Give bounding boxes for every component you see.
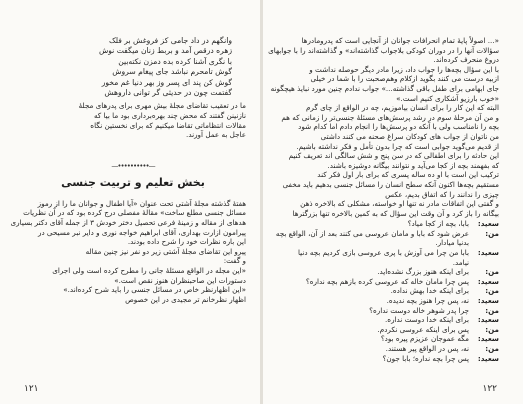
intro-line: بیگانه را باز کرد و آن وقت این سؤال که به کمین بالاخره تنها بزرگترها <box>292 208 499 218</box>
intro-line: من ناتوان از جواب های کودکان سراغ صحنه می کنند داشتی <box>320 131 499 141</box>
page-number: ۱۲۲ <box>482 384 497 394</box>
dialog-row <box>277 238 499 248</box>
dialog-row <box>277 277 499 287</box>
dialog-text: بابا، بچه از کجا میاد؟ <box>407 219 469 229</box>
intro-line: و من آن مرحلۀ سوم در رشد پرسش‌های مسئلۀ جنسی‌تر را زمانی که هم <box>281 112 499 122</box>
prose-line: نازنینن گفتند که محض چند بهره‌برداری بود ما بیا که <box>93 111 246 121</box>
dialog-row <box>277 344 499 354</box>
dialog-text: برای اینکه هنوز بزرگ نشده‌اید. <box>377 267 469 277</box>
body-block <box>10 198 246 305</box>
prose-line: مقالات انتظاماتی تقاضا میکنیم که برای نخستین نگاه <box>90 120 246 130</box>
dialog-row <box>277 229 499 239</box>
dialog-row <box>277 219 499 229</box>
body-line: «این اظهارنظر خاص در مسائل جنسی را باید شرح کرده‌اند.» <box>63 285 246 295</box>
prose-line: عاجل به عمل آورند. <box>186 130 246 140</box>
dialog-speaker: من: <box>485 286 499 296</box>
intro-line: با این سؤال بچه‌ها را جواب داد، زیرا مادر دیگر حوصله نداشت و <box>309 64 499 74</box>
intro-line: ازبیه درست می کنند بگوید ازکلام وهم‌صحبت را با شما در خیلی <box>310 74 499 84</box>
intro-line: «... اصولاً پایۀ تمام انحرافات جوانان از آنجایی است که پدرومادرها <box>301 36 499 45</box>
left-page <box>0 0 260 404</box>
dialog-speaker: سعید: <box>477 334 499 344</box>
poem-line: گفتمت چون در حدیثی گر توانی داروهش <box>104 88 232 98</box>
dialog-text: نه، پس چرا هنوز بچه ندیده. <box>386 296 469 306</box>
intro-line: چیزی را ندانند را که اتفاق بدیم، عکس <box>385 189 499 199</box>
body-line: پیرامون ازارت بهداری، آقای ابراهیم خواجه نوری و دایر نبر مسیحی در <box>37 227 246 237</box>
dialog-speaker: سعید: <box>477 353 499 363</box>
body-line: مسائل جنسی مطلع ساخت» مقالۀ مفصلی درج کرده بود که در آن نظریات <box>23 208 246 218</box>
dialog-speaker: سعید: <box>477 296 499 306</box>
dialog-block <box>277 219 499 363</box>
intro-line: که بفهمند بچه از کجا می‌آید و نتوانند بیگانه دوشیزه باشند. <box>327 160 499 170</box>
dialog-text: بدنیا میادار. <box>435 238 469 248</box>
dialog-speaker: من: <box>485 267 499 277</box>
dialog-row <box>277 267 499 277</box>
dialog-speaker <box>473 238 499 248</box>
intro-line: بچه را نامناسب ولی با آنکه دو پرسش‌ها را انجام دادم اما کدام شود <box>298 122 499 132</box>
dialog-speaker: من: <box>485 324 499 334</box>
dialog-speaker: سعید: <box>477 276 499 286</box>
poem-line: با نگری آشنا کرده بده دمزن نکته‌بین <box>118 56 232 66</box>
intro-block <box>268 36 499 218</box>
dialog-speaker: من: <box>485 344 499 353</box>
dialog-text: نه، پس در الواقع پیر هستند. <box>385 344 469 353</box>
dialog-row <box>277 258 499 268</box>
prose-line: ما در تعقیب تقاضای مجلۀ بیش مهری برای پدرهای مجلۀ <box>78 101 246 111</box>
intro-line: مستقیم بچه‌ها اکنون آنکه سطح انسان را مسائل جنسی بدهیم باید مخفی <box>282 179 499 189</box>
dialog-speaker: من: <box>485 228 499 238</box>
dialog-row <box>277 296 499 306</box>
intro-line: از قدیم می‌گوید جوابی است که چرا بدون تأمل و فکر نداشته باشیم. <box>296 141 499 151</box>
body-line: «این مجله در الواقع مسئلۀ جانی را مطرح کرده است ولی اجرای <box>52 265 246 275</box>
body-line: و گفت: <box>223 256 246 266</box>
section-ornament: —••••••••••— <box>111 161 155 170</box>
poem-block <box>20 36 246 98</box>
dialog-text: چرا پدر شوهر خاله دوست نداره؟ <box>369 305 469 315</box>
dialog-text: عرض شود که بابا و مامان عروسی می کنند بعد از آن، الواقع بچه <box>275 228 469 238</box>
intro-line: ترکیب این است با او ده ساله پسری که برای بار اول فکر کند <box>317 170 499 180</box>
body-line: اظهار نظرخانم تر مجیدی در این خصوص <box>125 294 246 304</box>
dialog-text: پس برای اینکه عروسی نکردم. <box>377 324 469 334</box>
dialog-speaker: من: <box>485 305 499 315</box>
dialog-row <box>277 248 499 258</box>
intro-line: سؤالات آنها را در دوران کودکی بلاجواب گذاشته‌اند» و گذاشته‌اند را با جوابهای <box>268 45 499 55</box>
poem-line: زهره درقص آمد و بربط زنان میگفت نوش <box>98 46 232 56</box>
prose-block <box>20 101 246 139</box>
dialog-text: بابا من چرا می آوزش با پری عروسی بازی کردیم بچه دنیا <box>297 248 469 258</box>
page-number: ۱۲۱ <box>24 384 39 394</box>
body-line: این باره نظرات خود را شرح داده بودند. <box>127 237 246 247</box>
intro-line: و گفتی این اتفاقات مادر نه تنها او خواسته، مشکلی که بالاخره ذهن <box>300 199 499 209</box>
dialog-speaker: سعید: <box>477 315 499 325</box>
intro-line: البته که این کار را برای انسان بیاموزیم، چه در الواقع از چای گرم <box>305 103 499 113</box>
poem-line: گوش کن پند ای پسر وز بهر دنیا غم مخور <box>101 77 232 87</box>
body-line: هدهای از مقاله و زمینۀ فرعی تحصیل دختر خودش ۳ از جمله آقای دکتر بسیاری <box>10 218 246 227</box>
dialog-row <box>277 286 499 296</box>
dialog-row <box>277 306 499 316</box>
dialog-speaker: سعید: <box>477 219 499 229</box>
dialog-row <box>277 354 499 364</box>
dialog-text: نیامد. <box>452 257 469 267</box>
poem-line: گوش تامحرم نباشد جای پیغام سروش <box>112 67 232 77</box>
dialog-row <box>277 334 499 344</box>
body-line: دستورات این صاحبنظران هنوز نقص است.» <box>114 275 246 285</box>
dialog-text: پس چرا مامان خاله که عروسی کرده بازهم بچه نداره؟ <box>305 276 469 286</box>
intro-line: این حادثه را برای اطفالی که در سن پنج و شش سالگی اند تعریف کنیم <box>288 151 499 161</box>
intro-line: دروغ منحرف کرده‌اند. <box>433 55 499 65</box>
section-heading: بخش تعلیم و تربیت جنسی <box>61 175 205 189</box>
intro-line: جای ابهامی برای طفل باقی گذاشته...» جواب ندادم چنین مورد نبایذ هیچگونه <box>270 83 499 93</box>
dialog-speaker: سعید: <box>477 248 499 258</box>
body-line: پیرو این تقاضای مجلۀ آشتی زیر دو نفر نیز چنین مقاله <box>85 246 246 256</box>
dialog-text: پس چرا بچه نداره؛ بابا جون؟ <box>382 353 469 363</box>
dialog-speaker <box>473 258 499 268</box>
dialog-text: برای اینکه خدا دوست نداره. <box>385 315 469 325</box>
body-line: هفتۀ گذشته مجلۀ آشتی تحت عنوان «آیا اطفال و جوانان ما را از رموز <box>37 198 246 208</box>
dialog-row <box>277 315 499 325</box>
dialog-text: مگه عموجان عزیزم پیره بود؟ <box>380 334 469 344</box>
right-page <box>263 0 523 404</box>
dialog-row <box>277 325 499 335</box>
dialog-text: برای اینکه خدا بهش نداده. <box>390 286 469 296</box>
poem-line: وانگهم در داد جامی کز فروغش بر فلک <box>108 36 232 45</box>
intro-line: «خوب بارزیو آشکاری کنیم است.» <box>396 93 499 103</box>
